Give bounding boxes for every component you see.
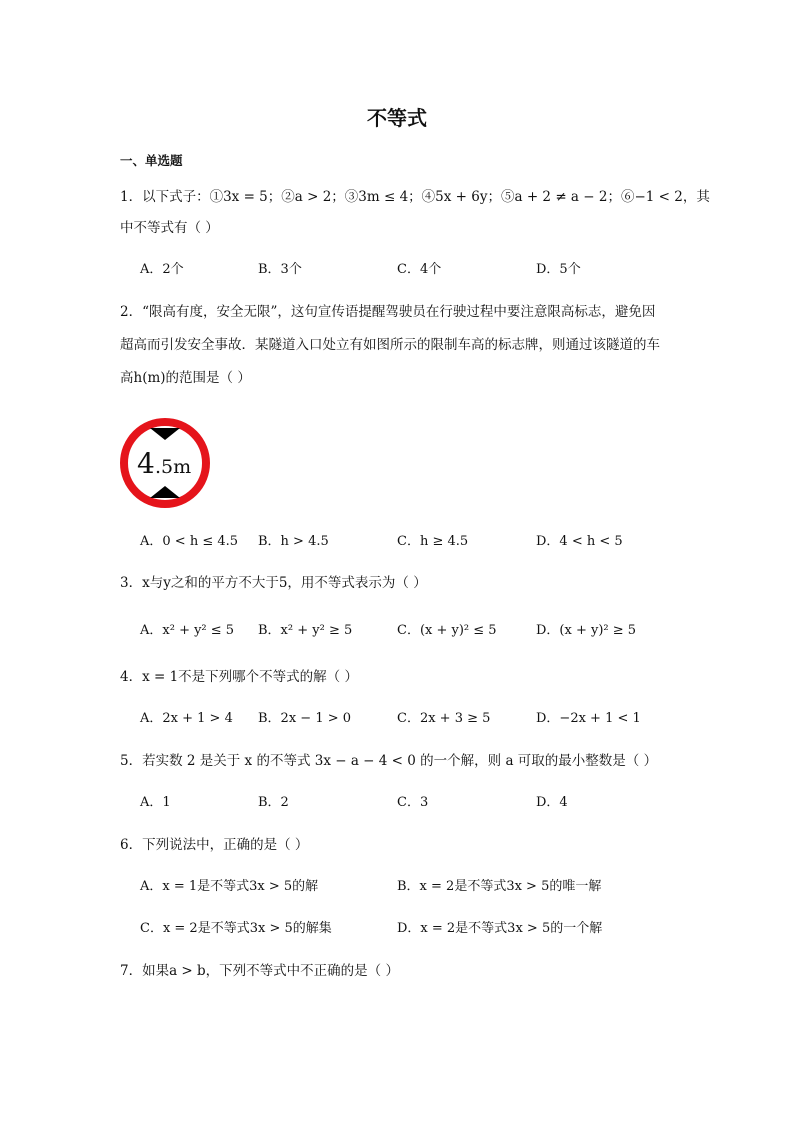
question-4-option-d: D．−2x + 1 < 1 xyxy=(536,711,641,726)
question-3-option-d: D．(x + y)² ≥ 5 xyxy=(536,623,637,638)
question-2-line-1: 2．“限高有度，安全无限”，这句宣传语提醒驾驶员在行驶过程中要注意限高标志，避免因 xyxy=(120,304,656,320)
question-5-option-d: D．4 xyxy=(536,795,568,810)
question-1-line-2: 中不等式有（ ） xyxy=(120,220,219,236)
sign-label-small: .5m xyxy=(155,456,192,478)
question-4-line-1: 4．x = 1不是下列哪个不等式的解（ ） xyxy=(120,669,358,685)
question-3-option-b: B．x² + y² ≥ 5 xyxy=(258,623,353,638)
question-1-option-a: A．2个 xyxy=(140,262,184,277)
question-6-option-d: D．x = 2是不等式3x > 5的一个解 xyxy=(397,921,603,936)
question-5-option-c: C．3 xyxy=(397,795,429,810)
question-3-line-1: 3．x与y之和的平方不大于5，用不等式表示为（ ） xyxy=(120,575,427,591)
question-1-line-1: 1．以下式子：①3x = 5；②a > 2；③3m ≤ 4；④5x + 6y；⑤a + 2 ≠ a − 2；⑥−1 < 2，其 xyxy=(120,189,710,205)
question-2-option-d: D．4 < h < 5 xyxy=(536,534,623,549)
question-6-option-c: C．x = 2是不等式3x > 5的解集 xyxy=(140,921,332,936)
question-7-line-1: 7．如果a > b，下列不等式中不正确的是（ ） xyxy=(120,963,399,979)
sign-label-big: 4 xyxy=(137,447,155,480)
question-2-line-2: 超高而引发安全事故．某隧道入口处立有如图所示的限制车高的标志牌，则通过该隧道的车 xyxy=(120,337,660,353)
question-4-option-a: A．2x + 1 > 4 xyxy=(140,711,233,726)
page-title: 不等式 xyxy=(367,106,427,130)
question-2-line-3: 高h(m)的范围是（ ） xyxy=(120,370,251,386)
question-1-option-c: C．4个 xyxy=(397,262,442,277)
height-limit-sign-icon xyxy=(120,418,210,508)
question-5-option-a: A．1 xyxy=(140,795,171,810)
question-1-option-b: B．3个 xyxy=(258,262,302,277)
question-5-line-1: 5．若实数 2 是关于 x 的不等式 3x − a − 4 < 0 的一个解，则 a 可取的最小整数是（ ） xyxy=(120,753,658,769)
question-4-option-c: C．2x + 3 ≥ 5 xyxy=(397,711,491,726)
question-6-option-a: A．x = 1是不等式3x > 5的解 xyxy=(140,879,319,894)
section-heading: 一、单选题 xyxy=(120,153,183,168)
question-4-option-b: B．2x − 1 > 0 xyxy=(258,711,352,726)
question-1-option-d: D．5个 xyxy=(536,262,581,277)
question-3-option-a: A．x² + y² ≤ 5 xyxy=(140,623,235,638)
question-3-option-c: C．(x + y)² ≤ 5 xyxy=(397,623,497,638)
question-2-option-c: C．h ≥ 4.5 xyxy=(397,534,469,549)
question-5-option-b: B．2 xyxy=(258,795,289,810)
question-6-option-b: B．x = 2是不等式3x > 5的唯一解 xyxy=(397,879,602,894)
question-6-line-1: 6．下列说法中，正确的是（ ） xyxy=(120,837,309,853)
question-2-option-b: B．h > 4.5 xyxy=(258,534,329,549)
question-2-option-a: A．0 < h ≤ 4.5 xyxy=(140,534,239,549)
